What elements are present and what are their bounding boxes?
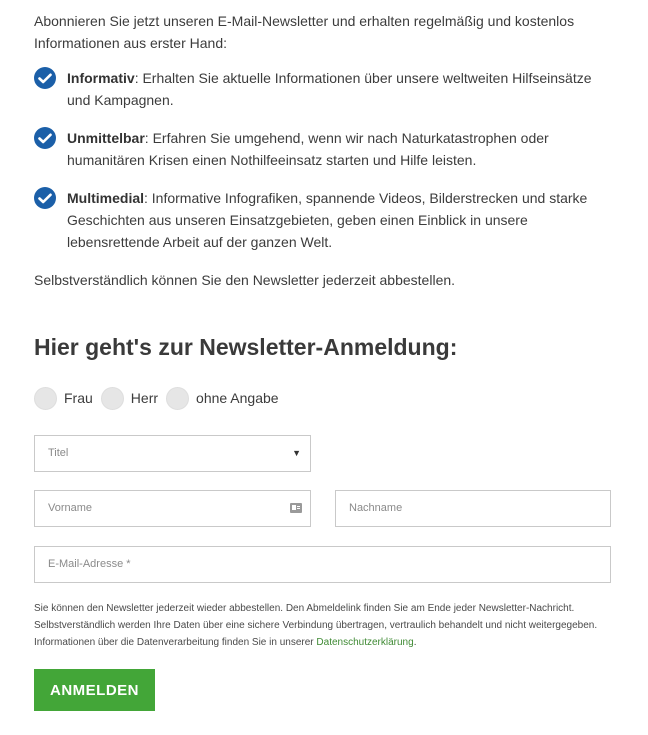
radio-label-frau[interactable]: Frau — [64, 390, 93, 406]
feature-description: : Erhalten Sie aktuelle Informationen über unsere weltweiten Hilfseinsätze und Kampagnen. — [67, 70, 592, 108]
intro-text: Abonnieren Sie jetzt unseren E-Mail-Newsletter und erhalten regelmäßig und kostenlos Informationen aus erster Hand: — [34, 13, 575, 51]
email-placeholder: E-Mail-Adresse * — [48, 558, 131, 570]
check-circle-icon — [34, 187, 56, 209]
feature-item-unmittelbar — [34, 127, 614, 171]
radio-label-herr[interactable]: Herr — [130, 390, 159, 406]
feature-title: Informativ — [67, 70, 135, 86]
first-name-placeholder: Vorname — [48, 502, 93, 514]
contact-card-icon — [290, 503, 302, 513]
form-heading: Hier geht's zur Newsletter-Anmeldung: — [34, 334, 458, 360]
email-field[interactable] — [34, 546, 611, 583]
radio-herr[interactable] — [101, 387, 124, 410]
first-name-field[interactable] — [34, 490, 311, 527]
salutation-radio-group — [34, 386, 287, 410]
disclaimer-text: Sie können den Newsletter jederzeit wieder abbestellen. Den Abmeldelink finden Sie am Ende jeder Newsletter-Nachricht. Selbstverständlich werden Ihre Daten über eine sichere Verbindung übertragen, vertraulich behandelt und nicht weitergegeben. Informationen über die Datenverarbeitung finden Sie in unserer — [34, 603, 598, 648]
feature-item-informativ — [34, 67, 614, 111]
feature-description: : Erfahren Sie umgehend, wenn wir nach Naturkatastrophen oder humanitären Krisen einen Nothilfeeinsatz starten und Hilfe leisten. — [67, 130, 549, 168]
radio-frau[interactable] — [34, 387, 57, 410]
last-name-placeholder: Nachname — [349, 502, 403, 514]
feature-title: Unmittelbar — [67, 130, 145, 146]
title-select-placeholder: Titel — [48, 447, 69, 459]
check-circle-icon — [34, 127, 56, 149]
feature-text — [67, 187, 612, 253]
unsubscribe-note: Selbstverständlich können Sie den Newsletter jederzeit abbestellen. — [34, 272, 456, 288]
caret-down-icon: ▼ — [292, 448, 301, 458]
privacy-policy-link[interactable]: Datenschutzerklärung — [316, 637, 414, 648]
privacy-disclaimer — [34, 600, 604, 651]
feature-item-multimedial — [34, 187, 614, 253]
subscribe-button[interactable]: ANMELDEN — [34, 669, 155, 711]
feature-title: Multimedial — [67, 190, 145, 206]
disclaimer-end: . — [413, 637, 417, 648]
radio-label-ohne-angabe[interactable]: ohne Angabe — [196, 390, 279, 406]
radio-ohne-angabe[interactable] — [166, 387, 189, 410]
title-select[interactable] — [34, 435, 311, 472]
feature-text — [67, 127, 612, 171]
check-circle-icon — [34, 67, 56, 89]
feature-description: : Informative Infografiken, spannende Videos, Bilderstrecken und starke Geschichten aus unseren Einsatzgebieten, geben einen Einblick in unsere lebensrettende Arbeit auf der ganzen Welt. — [67, 190, 588, 250]
feature-text — [67, 67, 612, 111]
last-name-field[interactable] — [335, 490, 611, 527]
